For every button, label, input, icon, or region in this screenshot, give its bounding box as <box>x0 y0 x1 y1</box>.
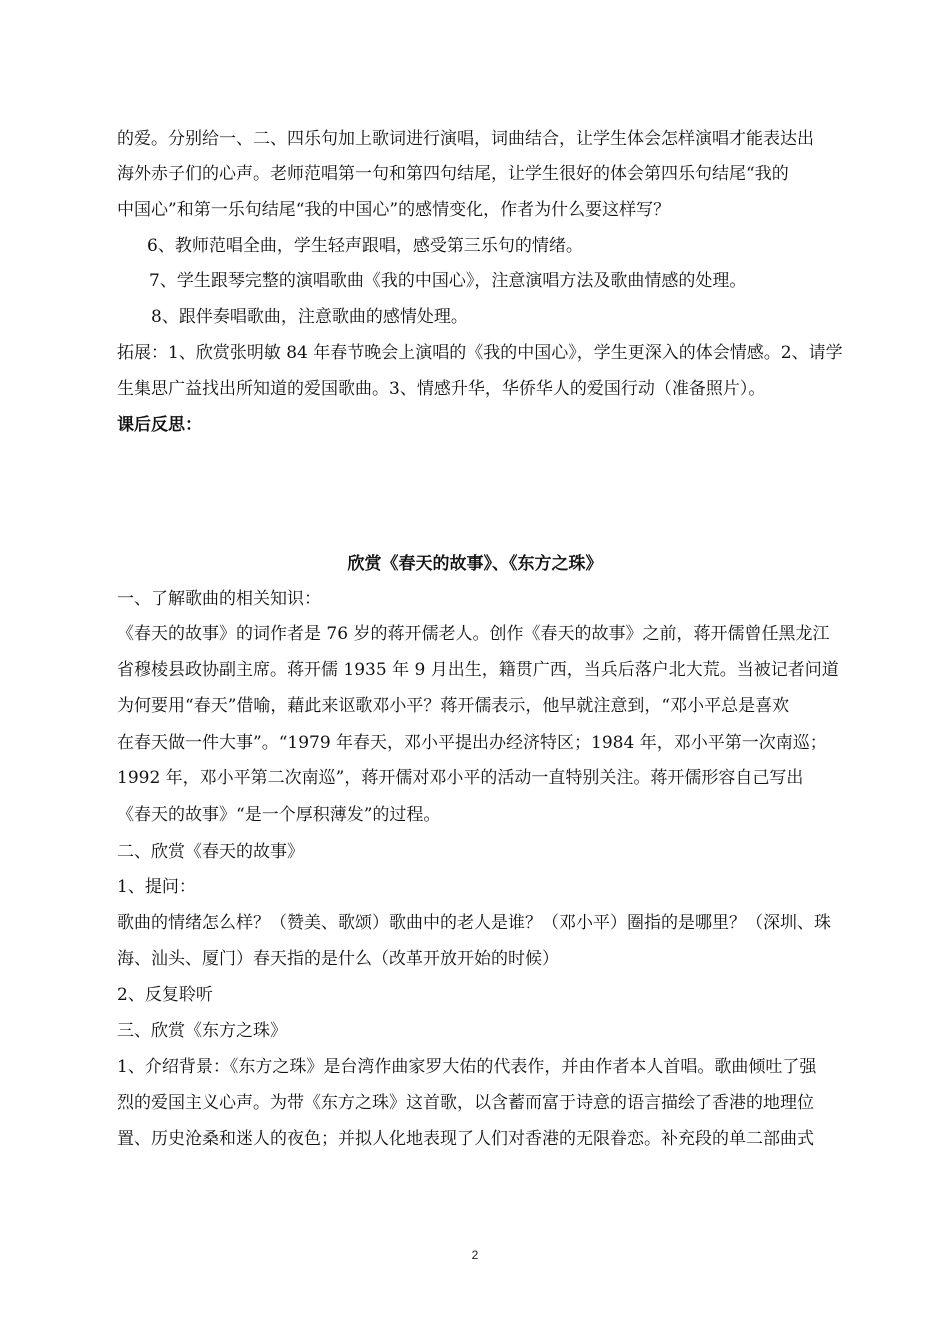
paragraph-line: 歌曲的情绪怎么样？（赞美、歌颂）歌曲中的老人是谁？（邓小平）圈指的是哪里？（深圳、珠 <box>117 913 831 933</box>
paragraph-line: 《春天的故事》的词作者是 76 岁的蒋开儒老人。创作《春天的故事》之前，蒋开儒曾任黑龙江 <box>117 624 830 644</box>
step-6-line: 6、教师范唱全曲，学生轻声跟唱，感受第三乐句的情绪。 <box>147 236 583 256</box>
heading-line: 二、欣赏《春天的故事》 <box>117 842 304 862</box>
paragraph-line: 2、反复聆听 <box>117 985 213 1005</box>
heading-line: 三、欣赏《东方之珠》 <box>117 1021 287 1041</box>
paragraph-line: 中国心”和第一乐句结尾“我的中国心”的感情变化，作者为什么要这样写？ <box>117 200 671 220</box>
paragraph-line: 海外赤子们的心声。老师范唱第一句和第四句结尾，让学生很好的体会第四乐句结尾“我的 <box>117 164 789 184</box>
paragraph-line: 1992 年，邓小平第二次南巡”，蒋开儒对邓小平的活动一直特别关注。蒋开儒形容自己写出 <box>117 768 804 788</box>
extension-line: 生集思广益找出所知道的爱国歌曲。3、情感升华，华侨华人的爱国行动（准备照片）。 <box>117 379 766 399</box>
extension-line: 拓展：1、欣赏张明敏 84 年春节晚会上演唱的《我的中国心》，学生更深入的体会情感。2、请学 <box>117 343 843 363</box>
page-number: 2 <box>471 1248 479 1262</box>
reflection-label: 课后反思： <box>117 415 202 435</box>
paragraph-line: 《春天的故事》“是一个厚积薄发”的过程。 <box>117 805 441 825</box>
paragraph-line: 为何要用“春天”借喻，藉此来讴歌邓小平？蒋开儒表示，他早就注意到，“邓小平总是喜欢 <box>117 696 790 716</box>
paragraph-line: 置、历史沧桑和迷人的夜色；并拟人化地表现了人们对香港的无限眷恋。补充段的单二部曲式 <box>117 1129 814 1149</box>
paragraph-line: 的爱。分别给一、二、四乐句加上歌词进行演唱，词曲结合，让学生体会怎样演唱才能表达出 <box>117 129 814 149</box>
heading-line: 一、了解歌曲的相关知识： <box>117 589 321 609</box>
paragraph-line: 省穆棱县政协副主席。蒋开儒 1935 年 9 月出生，籍贯广西，当兵后落户北大荒。当被记者问道 <box>117 660 839 680</box>
step-8-line: 8、跟伴奏唱歌曲，注意歌曲的感情处理。 <box>151 307 468 327</box>
paragraph-line: 在春天做一件大事”。“1979 年春天，邓小平提出办经济特区；1984 年，邓小平第一次南巡； <box>117 733 827 753</box>
paragraph-line: 1、介绍背景：《东方之珠》是台湾作曲家罗大佑的代表作，并由作者本人首唱。歌曲倾吐了强 <box>117 1057 817 1077</box>
step-7-line: 7、学生跟琴完整的演唱歌曲《我的中国心》，注意演唱方法及歌曲情感的处理。 <box>149 271 747 291</box>
paragraph-line: 烈的爱国主义心声。为带《东方之珠》这首歌，以含蓄而富于诗意的语言描绘了香港的地理位 <box>117 1093 814 1113</box>
section-title: 欣赏《春天的故事》、《东方之珠》 <box>347 554 603 574</box>
paragraph-line: 1、提问： <box>117 877 196 897</box>
paragraph-line: 海、汕头、厦门）春天指的是什么（改革开放开始的时候） <box>117 949 559 969</box>
